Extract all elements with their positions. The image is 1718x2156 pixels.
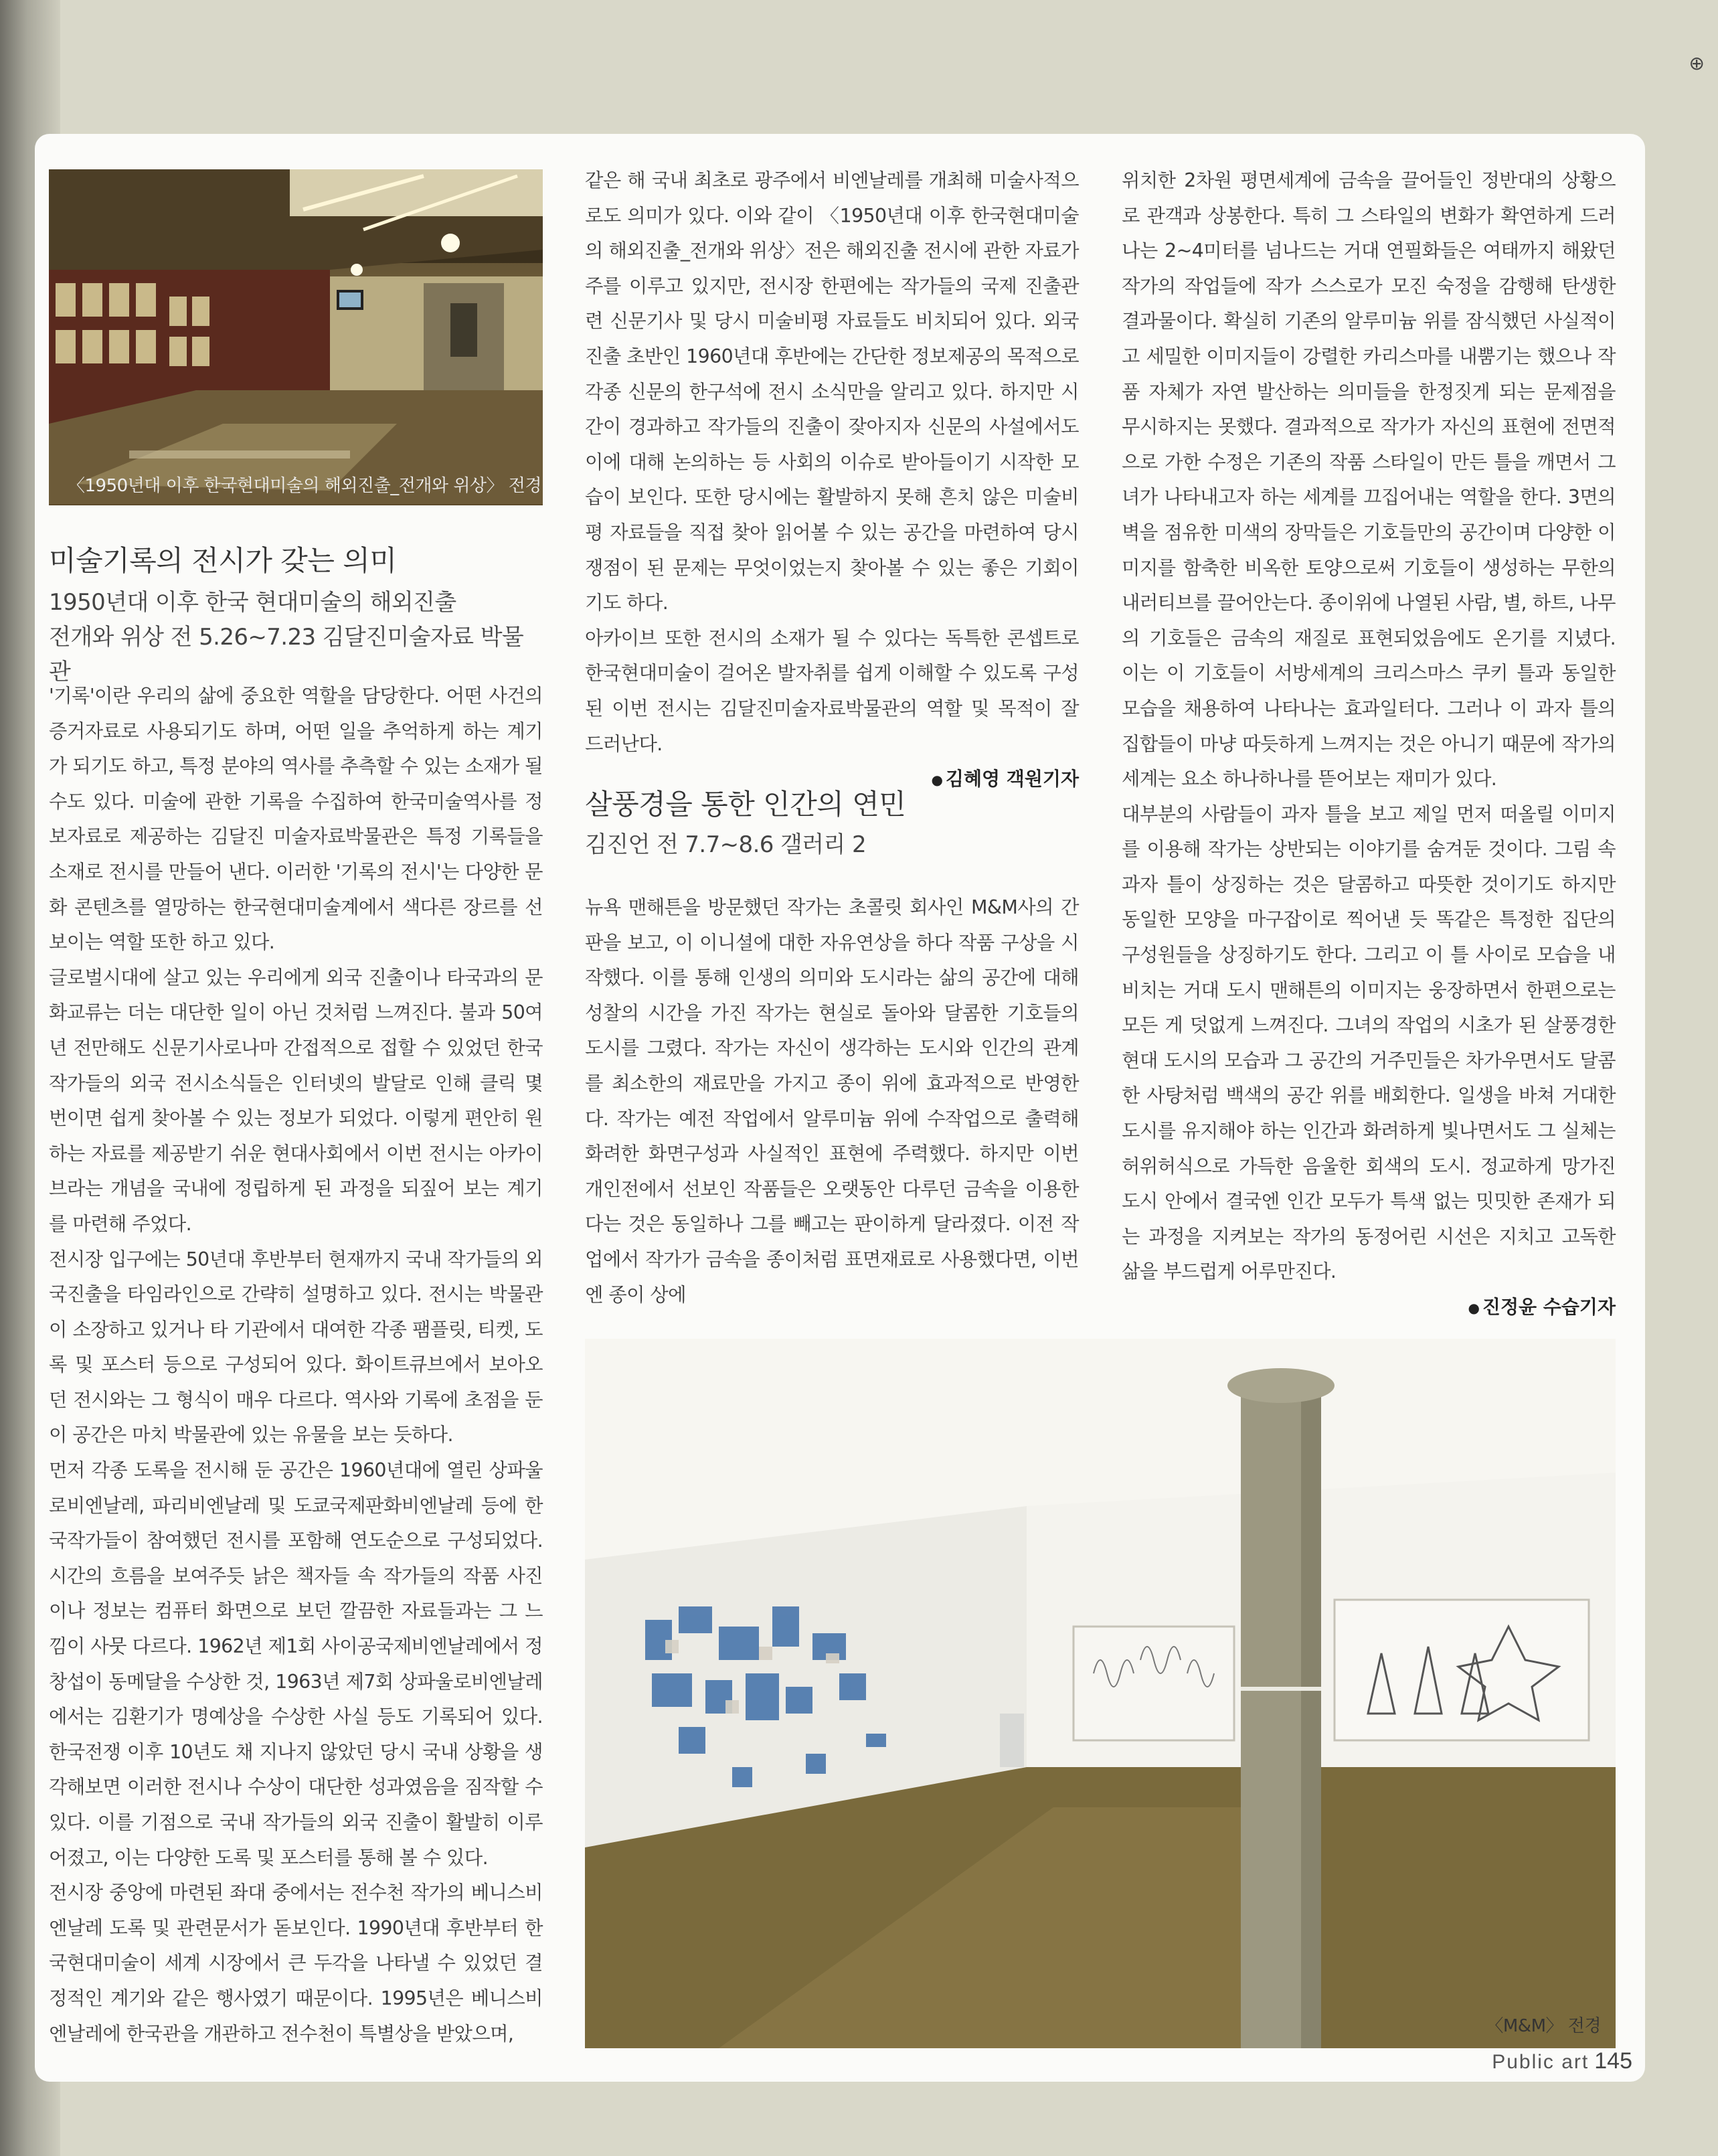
archive-exhibition-photo — [49, 169, 543, 505]
paragraph: 같은 해 국내 최초로 광주에서 비엔날레를 개최해 미술사적으로도 의미가 있다. 이와 같이 〈1950년대 이후 한국현대미술의 해외진출_전개와 위상〉전은 해외진출 전시에 관한 자료가 주를 이루고 있지만, 전시장 한편에는 작가들의 국제 진출관련 신문기사 및 당시 미술비평 자료들도 비치되어 있다. 외국진출 초반인 1960년대 후반에는 간단한 정보제공의 목적으로 각종 신문의 한구석에 전시 소식만을 알리고 있다. 하지만 시간이 경과하고 작가들의 진출이 잦아지자 신문의 사설에서도 이에 대해 논의하는 등 사회의 이슈로 받아들이기 시작한 모습이 보인다. 또한 당시에는 활발하지 못해 흔치 않은 미술비평 자료들을 직접 찾아 읽어볼 수 있는 공간을 마련하여 당시 쟁점이 된 문제는 무엇이었는지 찾아볼 수 있는 좋은 기회이기도 하다. — [585, 169, 1079, 614]
article1-header — [49, 541, 543, 689]
photo-caption: 〈M&M〉 전경 — [1486, 2016, 1601, 2036]
byline-text: 진정윤 수습기자 — [1482, 1296, 1616, 1318]
paragraph: 전시장 중앙에 마련된 좌대 중에서는 전수천 작가의 베니스비엔날레 도록 및 관련문서가 돋보인다. 1990년대 후반부터 한국현대미술이 세계 시장에서 큰 두각을 나타낼 수 있었던 결정적인 계기와 같은 행사였기 때문이다. 1995년은 베니스비엔날레에 한국관을 개관하고 전수천이 특별상을 받았으며, — [49, 1882, 543, 2045]
paragraph: '기록'이란 우리의 삶에 중요한 역할을 담당한다. 어떤 사건의 증거자료로 사용되기도 하며, 어떤 일을 추억하게 하는 계기가 되기도 하고, 특정 분야의 역사를 추측할 수 있는 소재가 될 수도 있다. 미술에 관한 기록을 수집하여 한국미술역사를 정보자료로 제공하는 김달진 미술자료박물관은 특정 기록들을 소재로 전시를 만들어 낸다. 이러한 '기록의 전시'는 다양한 문화 콘텐츠를 열망하는 한국현대미술계에서 색다른 장르를 선보이는 역할 또한 하고 있다. — [49, 685, 543, 954]
article2-byline: ● 진정윤 수습기자 — [1468, 1296, 1616, 1318]
paragraph: 먼저 각종 도록을 전시해 둔 공간은 1960년대에 열린 상파울로비엔날레, 파리비엔날레 및 도쿄국제판화비엔날레 등에 한국작가들이 참여했던 전시를 포함해 연도순으로 구성되었다. 시간의 흐름을 보여주듯 낡은 책자들 속 작가들의 작품 사진이나 정보는 컴퓨터 화면으로 보던 깔끔한 자료들과는 그 느낌이 사뭇 다르다. 1962년 제1회 사이공국제비엔날레에서 정창섭이 동메달을 수상한 것, 1963년 제7회 상파울로비엔날레에서는 김환기가 명예상을 수상한 사실 등도 기록되어 있다. 한국전쟁 이후 10년도 채 지나지 않았던 당시 국내 상황을 생각해보면 이러한 전시나 수상이 대단한 성과였음을 짐작할 수 있다. 이를 기점으로 국내 작가들의 외국 진출이 활발히 이루어졌고, 이는 다양한 도록 및 포스터를 통해 볼 수 있다. — [49, 1459, 543, 1869]
paragraph: 대부분의 사람들이 과자 틀을 보고 제일 먼저 떠올릴 이미지를 이용해 작가는 상반되는 이야기를 숨겨둔 것이다. 그림 속 과자 틀이 상징하는 것은 달콤하고 따뜻한 것이기도 하지만 동일한 모양을 마구잡이로 찍어낸 듯 똑같은 특정한 집단의 구성원들을 상징하기도 한다. 그리고 이 틀 사이로 모습을 내비치는 거대 도시 맨해튼의 이미지는 웅장하면서 한편으로는 모든 게 덧없게 느껴진다. 그녀의 작업의 시초가 된 살풍경한 현대 도시의 모습과 그 공간의 거주민들은 차가우면서도 달콤한 사탕처럼 백색의 공간 위를 배회한다. 일생을 바쳐 거대한 도시를 유지해야 하는 인간과 화려하게 빛나면서도 그 실체는 허위허식으로 가득한 음울한 회색의 도시. 정교하게 망가진 도시 안에서 결국엔 인간 모두가 특색 없는 밋밋한 존재가 되는 과정을 지켜보는 작가의 동정어린 시선은 지치고 고독한 삶을 부드럽게 어루만진다. — [1122, 803, 1616, 1283]
paragraph: 위치한 2차원 평면세계에 금속을 끌어들인 정반대의 상황으로 관객과 상봉한다. 특히 그 스타일의 변화가 확연하게 드러나는 2~4미터를 넘나드는 거대 연필화들은 여태까지 해왔던 작가의 작업들에 작가 스스로가 모진 숙정을 감행해 탄생한 결과물이다. 확실히 기존의 알루미늄 위를 잠식했던 사실적이고 세밀한 이미지들이 강렬한 카리스마를 내뿜기는 했으나 작품 자체가 자연 발산하는 의미들을 한정짓게 되는 문제점을 무시하지는 못했다. 결과적으로 작가가 자신의 표현에 전면적으로 가한 수정은 기존의 작품 스타일이 만든 틀을 깨면서 그녀가 나타내고자 하는 세계를 끄집어내는 역할을 한다. 3면의 벽을 점유한 미색의 장막들은 기호들만의 공간이며 다양한 이미지를 함축한 비옥한 토양으로써 기호들이 생성하는 무한의 내러티브를 끌어안는다. 종이위에 나열된 사람, 별, 하트, 나무의 기호들은 금속의 재질로 표현되었음에도 온기를 지녔다. 이는 이 기호들이 서방세계의 크리스마스 쿠키 틀과 동일한 모습을 채용하여 나타나는 효과일터다. 그러나 이 과자 틀의 집합들이 마냥 따듯하게 느껴지는 것은 아니기 때문에 작가의 세계는 요소 하나하나를 뜯어보는 재미가 있다. — [1122, 169, 1616, 791]
page-footer — [1492, 2048, 1632, 2074]
article2-title: 살풍경을 통한 인간의 연민 — [585, 788, 906, 821]
paragraph: 전시장 입구에는 50년대 후반부터 현재까지 국내 작가들의 외국진출을 타임라인으로 간략히 설명하고 있다. 전시는 박물관이 소장하고 있거나 타 기관에서 대여한 각종 팸플릿, 티켓, 도록 및 포스터 등으로 구성되어 있다. 화이트큐브에서 보아오던 전시와는 그 형식이 매우 다르다. 역사와 기록에 초점을 둔 이 공간은 마치 박물관에 있는 유물을 보는 듯하다. — [49, 1248, 543, 1446]
gallery-exhibition-photo — [585, 1339, 1616, 2048]
article1-body-col1 — [49, 679, 543, 2052]
article1-subtitle-2: 전개와 위상 전 5.26~7.23 김달진미술자료 박물관 — [49, 624, 524, 685]
article2-body-col2 — [585, 890, 1079, 1313]
magazine-name: Public art — [1492, 2051, 1590, 2073]
photo-caption: 〈1950년대 이후 한국현대미술의 해외진출_전개와 위상〉 전경 — [68, 476, 542, 496]
article2-subtitle: 김진언 전 7.7~8.6 갤러리 2 — [585, 831, 867, 858]
paragraph: 뉴욕 맨해튼을 방문했던 작가는 초콜릿 회사인 M&M사의 간판을 보고, 이 이니셜에 대한 자유연상을 하다 작품 구상을 시작했다. 이를 통해 인생의 의미와 도시라는 삶의 공간에 대해 성찰의 시간을 가진 작가는 현실로 돌아와 달콤한 기호들의 도시를 그렸다. 작가는 자신이 생각하는 도시와 인간의 관계를 최소한의 재료만을 가지고 종이 위에 효과적으로 반영한다. 작가는 예전 작업에서 알루미늄 위에 수작업으로 출력해 화려한 화면구성과 사실적인 표현에 주력했다. 하지만 이번 개인전에서 선보인 작품들은 오랫동안 다루던 금속을 이용한다는 것은 동일하나 그를 빼고는 판이하게 달라졌다. 이전 작업에서 작가가 금속을 종이처럼 표면재료로 사용했다면, 이번엔 종이 상에 — [585, 896, 1079, 1306]
archive-interior-illustration — [49, 169, 543, 505]
article2-body-col3 — [1122, 163, 1616, 1325]
article1-body-col2 — [585, 163, 1079, 797]
article1-title: 미술기록의 전시가 갖는 의미 — [49, 544, 397, 577]
article1-subtitle: 1950년대 이후 한국 현대미술의 해외진출 — [49, 589, 456, 616]
gallery-interior-illustration — [585, 1339, 1616, 2048]
page-number: 145 — [1594, 2048, 1632, 2074]
paragraph: 글로벌시대에 살고 있는 우리에게 외국 진출이나 타국과의 문화교류는 더는 대단한 일이 아닌 것처럼 느껴진다. 불과 50여 년 전만해도 신문기사로나마 간접적으로 접할 수 있었던 한국 작가들의 외국 전시소식들은 인터넷의 발달로 인해 클릭 몇 번이면 쉽게 찾아볼 수 있는 정보가 되었다. 이렇게 편안히 원하는 자료를 제공받기 쉬운 현대사회에서 이번 전시는 아카이브라는 개념을 국내에 정립하게 된 과정을 되짚어 보는 계기를 마련해 주었다. — [49, 966, 543, 1235]
byline-text: 김혜영 객원기자 — [945, 768, 1079, 791]
article1-byline: ● 김혜영 객원기자 — [931, 768, 1079, 791]
paragraph: 아카이브 또한 전시의 소재가 될 수 있다는 독특한 콘셉트로 한국현대미술이 걸어온 발자취를 쉽게 이해할 수 있도록 구성된 이번 전시는 김달진미술자료박물관의 역할 및 목적이 잘 드러난다. — [585, 627, 1079, 755]
article2-header — [585, 784, 1079, 862]
registration-mark: ⊕ — [1689, 52, 1705, 74]
